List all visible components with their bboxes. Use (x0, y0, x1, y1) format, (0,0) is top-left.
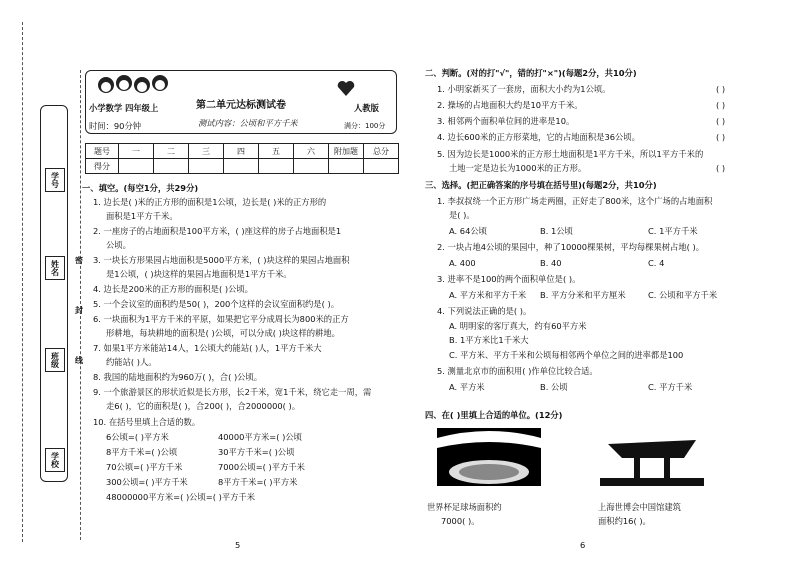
choice-option[interactable]: C. 平方千米 (648, 382, 693, 392)
score-cell[interactable] (294, 159, 329, 174)
judge-item: 4. 边长600米的正方形菜地，它的占地面积是36公顷。 (437, 132, 640, 142)
score-head: 五 (259, 144, 294, 159)
choice-option[interactable]: A. 400 (449, 258, 476, 268)
choice-option[interactable]: B. 平方分米和平方厘米 (540, 290, 626, 300)
score-head: 总分 (364, 144, 399, 159)
choice-option[interactable]: C. 1平方千米 (648, 226, 698, 236)
s1-line: 形耕地，每块耕地的面积是( )公顷，可以分成( )块这样的耕地。 (106, 328, 340, 338)
subject-label: 小学数学 四年级上 (89, 103, 159, 113)
judge-item: 1. 小明家新买了一套房，面积大小约为1公顷。 (437, 84, 611, 94)
score-head: 六 (294, 144, 329, 159)
s1-line: 1. 边长是( )米的正方形的面积是1公顷，边长是( )米的正方形的 (93, 197, 327, 207)
pavilion-icon (600, 430, 704, 486)
choice-option[interactable]: C. 平方米、平方千米和公顷每相邻两个单位之间的进率都是100 (449, 350, 684, 360)
china-pavilion-photo (600, 430, 704, 486)
student-info-panel (40, 105, 68, 482)
choice-option[interactable]: C. 4 (648, 258, 665, 268)
choice-option[interactable]: A. 平方米 (449, 382, 485, 392)
judge-paren[interactable]: ( ) (716, 163, 726, 173)
conversion-item: 300公顷=( )平方千米 (106, 477, 188, 487)
score-cell[interactable] (119, 159, 154, 174)
stadium-answer: 7000( )。 (441, 516, 480, 526)
children-logo-icon (94, 73, 184, 99)
score-cell[interactable] (329, 159, 364, 174)
score-cell[interactable] (259, 159, 294, 174)
class-label: 班级 (45, 348, 65, 372)
score-cell[interactable] (224, 159, 259, 174)
choice-question: 4. 下列说法正确的是( )。 (437, 306, 532, 316)
test-content: 测试内容：公顷和平方千米 (198, 118, 298, 128)
section4-title: 四、在( )里填上合适的单位。(12分) (425, 410, 563, 420)
s1-line: 7. 如果1平方米能站14人，1公顷大约能站( )人，1平方千米大 (93, 343, 322, 353)
full-score: 满分：100分 (344, 122, 386, 130)
seal-char-feng: 封 (75, 306, 83, 315)
choice-option[interactable]: A. 平方米和平方千米 (449, 290, 527, 300)
seal-char-xian: 线 (75, 356, 83, 365)
s1-line: 面积是1平方千米。 (106, 211, 178, 221)
s1-line: 公顷。 (106, 240, 131, 250)
conversion-item: 8平方千米=( )平方米 (218, 477, 298, 487)
score-head: 题号 (86, 144, 119, 159)
page-number-left: 5 (235, 540, 241, 550)
judge-item: 2. 操场的占地面积大约是10平方千米。 (437, 100, 583, 110)
judge-paren[interactable]: ( ) (716, 116, 726, 126)
s1-line: 4. 边长是200米的正方形的面积是( )公顷。 (93, 284, 253, 294)
choice-option[interactable]: B. 1平方米比1千米大 (449, 335, 529, 345)
section2-title: 二、判断。(对的打"√"，错的打"×")(每题2分，共10分) (425, 68, 637, 78)
s1-line: 8. 我国的陆地面积约为960万( )，合( )公顷。 (93, 372, 263, 382)
time-label: 时间：90分钟 (89, 121, 142, 131)
conversion-item: 6公顷=( )平方米 (106, 432, 169, 442)
conversion-item: 40000平方米=( )公顷 (218, 432, 302, 442)
judge-item: 5. 因为边长是1000米的正方形土地面积是1平方千米，所以1平方千米的 (437, 149, 704, 159)
student-id-label: 学号 (45, 168, 65, 192)
s1-line: 6. 一块面积为1平方千米的平原，如果把它平分成周长为800米的正方 (93, 314, 349, 324)
score-head: 附加题 (329, 144, 364, 159)
s1-line: 9. 一个旅游景区的形状近似是长方形，长2千米，宽1千米，绕它走一周，需 (93, 387, 372, 397)
stadium-icon (437, 428, 541, 486)
conversion-item: 48000000平方米=( )公顷=( )平方千米 (106, 492, 256, 502)
s1-line: 约能站( )人。 (106, 357, 157, 367)
page-number-right: 6 (580, 540, 586, 550)
conversion-item: 8平方千米=( )公顷 (106, 447, 178, 457)
s1-line: 2. 一座房子的占地面积是100平方米，( )座这样的房子占地面积是1 (93, 226, 342, 236)
choice-question: 2. 一块占地4公顷的果园中，种了10000棵果树，平均每棵果树占地( )。 (437, 242, 705, 252)
choice-question: 3. 进率不是100的两个面积单位是( )。 (437, 274, 581, 284)
conversion-item: 70公顷=( )平方千米 (106, 462, 183, 472)
s1-line: 是1公顷，( )块这样的果园占地面积是1平方千米。 (106, 269, 292, 279)
score-head: 四 (224, 144, 259, 159)
s1-line: 3. 一块长方形果园占地面积是5000平方米，( )块这样的果园占地面积 (93, 255, 350, 265)
score-head: 二 (154, 144, 189, 159)
score-table (85, 143, 399, 174)
s1-line: 走6( )，它的面积是( )，合200( )，合2000000( )。 (106, 401, 301, 411)
seal-char-mi: 密 (75, 256, 83, 265)
choice-question: 5. 测量北京市的面积用( )作单位比较合适。 (437, 366, 598, 376)
choice-option[interactable]: B. 1公顷 (540, 226, 573, 236)
school-label: 学校 (45, 448, 65, 472)
score-head: 一 (119, 144, 154, 159)
section1-title: 一、填空。(每空1分，共29分) (82, 183, 199, 193)
binding-line-outer (22, 22, 23, 542)
score-head: 三 (189, 144, 224, 159)
name-label: 姓名 (45, 256, 65, 280)
choice-option[interactable]: A. 明明家的客厅真大，约有60平方米 (449, 321, 587, 331)
s1-line: 10. 在括号里填上合适的数。 (93, 417, 201, 427)
header-box (85, 70, 397, 134)
choice-option[interactable]: C. 公顷和平方千米 (648, 290, 718, 300)
judge-item: 3. 相邻两个面积单位间的进率是10。 (437, 116, 575, 126)
score-row-label: 得分 (86, 159, 119, 174)
edition-label: 人教版 (354, 103, 379, 113)
section3-title: 三、选择。(把正确答案的序号填在括号里)(每题2分，共10分) (425, 180, 657, 190)
choice-question: 是( )。 (449, 210, 475, 220)
heart-icon (336, 79, 356, 97)
choice-option[interactable]: B. 40 (540, 258, 562, 268)
judge-paren[interactable]: ( ) (716, 100, 726, 110)
score-cell[interactable] (189, 159, 224, 174)
choice-option[interactable]: A. 64公顷 (449, 226, 487, 236)
judge-paren[interactable]: ( ) (716, 84, 726, 94)
test-title: 第二单元达标测试卷 (196, 100, 286, 111)
judge-paren[interactable]: ( ) (716, 132, 726, 142)
choice-option[interactable]: B. 公顷 (540, 382, 568, 392)
pavilion-caption: 上海世博会中国馆建筑 (598, 502, 681, 512)
judge-item-cont: 土地一定是边长为1000米的正方形。 (449, 163, 587, 173)
stadium-caption: 世界杯足球场面积约 (427, 502, 502, 512)
score-cell[interactable] (364, 159, 399, 174)
s1-line: 5. 一个会议室的面积约是50( )，200个这样的会议室面积约是( )。 (93, 299, 339, 309)
choice-question: 1. 李叔叔绕一个正方形广场走两圈，正好走了800米，这个广场的占地面积 (437, 196, 713, 206)
pavilion-answer: 面积约16( )。 (598, 516, 651, 526)
stadium-photo (437, 428, 541, 486)
conversion-item: 30平方千米=( )公顷 (218, 447, 295, 457)
score-cell[interactable] (154, 159, 189, 174)
conversion-item: 7000公顷=( )平方千米 (218, 462, 305, 472)
